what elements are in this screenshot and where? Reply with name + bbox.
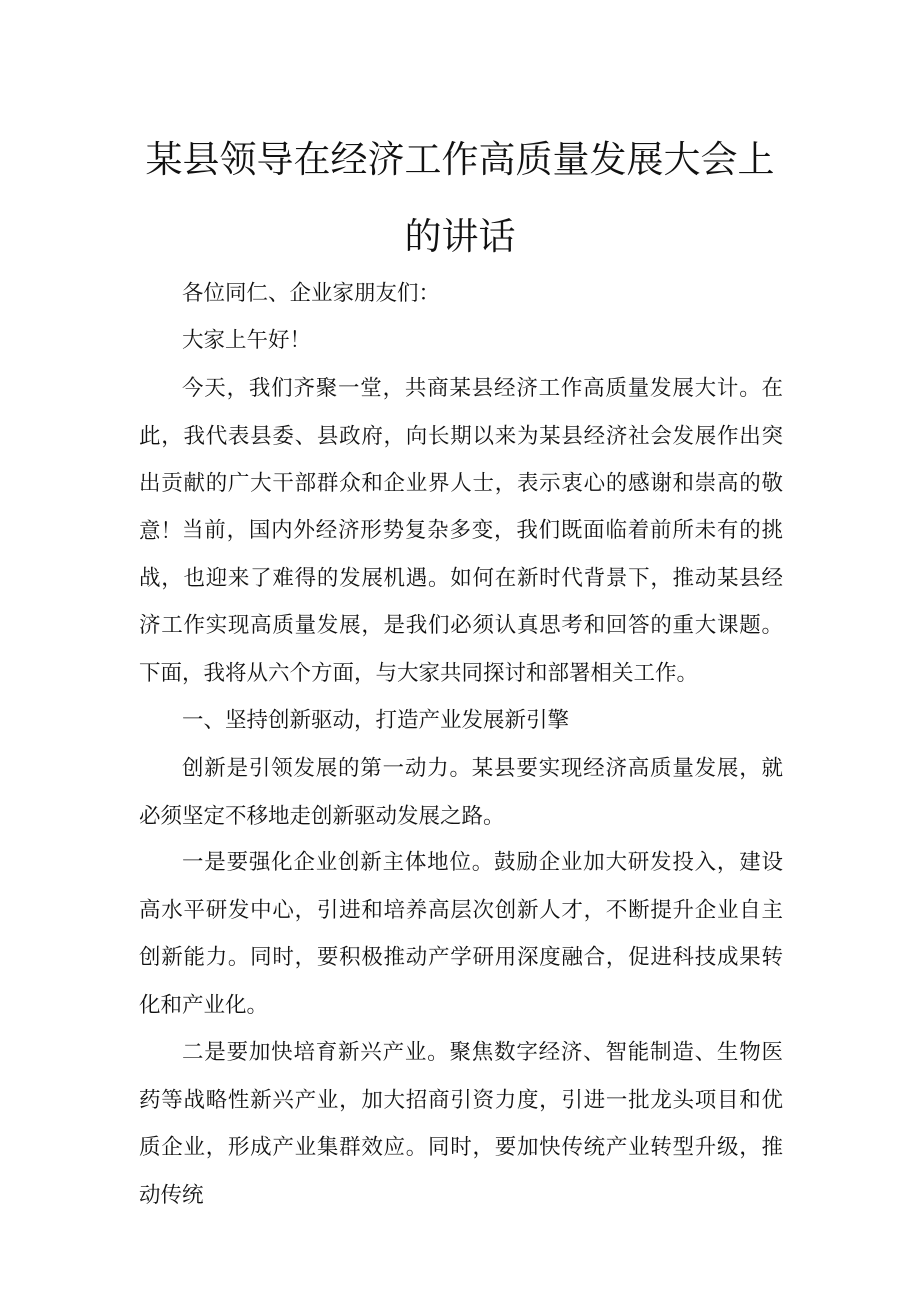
paragraph-opening: 今天，我们齐聚一堂，共商某县经济工作高质量发展大计。在此，我代表县委、县政府，向长期以来为某县经济社会发展作出突出贡献的广大干部群众和企业界人士，表示衷心的感谢和崇高的敬意！ <box>139 376 783 544</box>
document-title-line1: 某县领导在经济工作高质量发展大会上 <box>145 138 775 181</box>
greeting-line: 各位同仁、企业家朋友们： <box>182 281 441 306</box>
section-heading: 一、坚持创新驱动，打造产业发展新引擎 <box>182 708 570 733</box>
paragraph-situation: 当前，国内外经济形势复杂多变，我们既面临着前所未有的挑战，也迎来了难得的发展机遇。如何在新时代背景下，推动某县经济工作实现高质量发展，是我们必须认真思考和回答的重大课题。下面，我将从六个方面，与大家共同探讨和部署相关工作。 <box>139 518 783 686</box>
document-title-line2: 的讲话 <box>404 215 516 258</box>
paragraph-point-two: 二是要加快培育新兴产业。聚焦数字经济、智能制造、生物医药等战略性新兴产业，加大招商引资力度，引进一批龙头项目和优质企业，形成产业集群效应。同时，要加快传统产业转型升级，推动传统 <box>139 1040 783 1208</box>
paragraph-point-one: 一是要强化企业创新主体地位。鼓励企业加大研发投入，建设高水平研发中心，引进和培养高层次创新人才，不断提升企业自主创新能力。同时，要积极推动产学研用深度融合，促进科技成果转化和产业化。 <box>139 850 783 1018</box>
greeting-line-2: 大家上午好！ <box>182 328 312 353</box>
paragraph-innovation: 创新是引领发展的第一动力。某县要实现经济高质量发展，就必须坚定不移地走创新驱动发展之路。 <box>139 756 783 829</box>
